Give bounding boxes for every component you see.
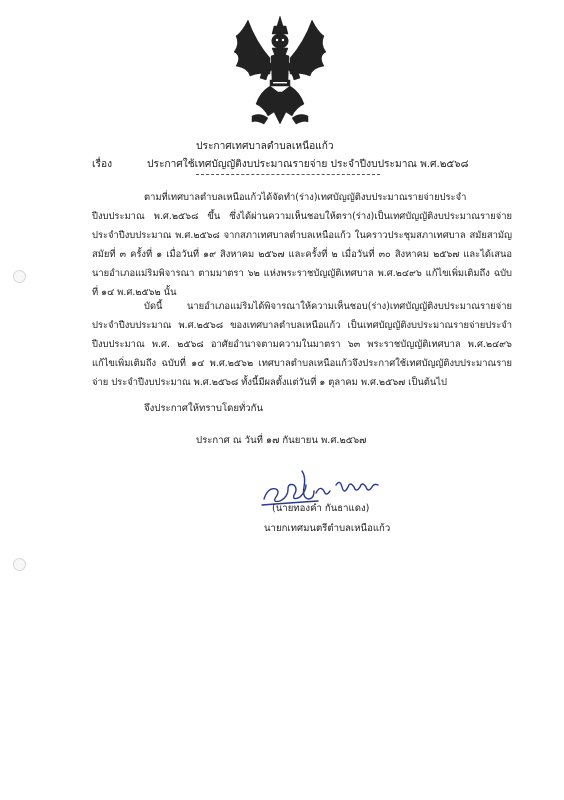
- announcement-line: จึงประกาศให้ทราบโดยทั่วกัน: [144, 403, 264, 414]
- subject-label: เรื่อง: [92, 159, 113, 170]
- punch-hole: [13, 270, 26, 283]
- body-paragraph: บัดนี้ นายอำเภอแม่ริมได้พิจารณาให้ความเห็นชอบ(ร่าง)เทศบัญญัติงบประมาณรายจ่ายประจำปีงบประมาณ พ.ศ.๒๕๖๘ ของเทศบาลตำบลเหนือแก้ว เป็นเทศบัญญัติงบประมาณรายจ่ายประจำปีงบประมาณ พ.ศ. ๒๕๖๘ อาศัยอำนาจตามความในมาตรา ๖๓ พระราชบัญญัติเทศบาล พ.ศ.๒๔๙๖ แก้ไขเพิ่มเติมถึง ฉบับที่ ๑๔ พ.ศ.๒๕๖๒ เทศบาลตำบลเหนือแก้วจึงประกาศใช้เทศบัญญัติงบประมาณรายจ่าย ประจำปีงบประมาณ พ.ศ.๒๕๖๘ ทั้งนี้มีผลตั้งแต่วันที่ ๑ ตุลาคม พ.ศ.๒๕๖๗ เป็นต้นไป: [92, 301, 512, 388]
- signer-name: (นายทองคำ กันธาแดง): [272, 503, 370, 514]
- subject-text: ประกาศใช้เทศบัญญัติงบประมาณรายจ่าย ประจำปีงบประมาณ พ.ศ.๒๕๖๘: [147, 159, 469, 170]
- signer-position: นายกเทศมนตรีตำบลเหนือแก้ว: [264, 523, 391, 534]
- punch-hole: [13, 558, 26, 571]
- body-paragraph: ตามที่เทศบาลตำบลเหนือแก้วได้จัดทำ(ร่าง)เทศบัญญัติงบประมาณรายจ่ายประจำปีงบประมาณ พ.ศ.๒๕๖๘ ขึ้น ซึ่งได้ผ่านความเห็นชอบให้ตรา(ร่าง)เป็นเทศบัญญัติงบประมาณรายจ่าย ประจำปีงบประมาณ พ.ศ.๒๕๖๘ จากสภาเทศบาลตำบลเหนือแก้ว ในคราวประชุมสภาเทศบาล สมัยสามัญ สมัยที่ ๓ ครั้งที่ ๑ เมื่อวันที่ ๑๙ สิงหาคม ๒๕๖๗ และครั้งที่ ๒ เมื่อวันที่ ๓๐ สิงหาคม ๒๕๖๗ และได้เสนอนายอำเภอแม่ริมพิจารณา ตามมาตรา ๖๒ แห่งพระราชบัญญัติเทศบาล พ.ศ.๒๔๙๖ แก้ไขเพิ่มเติมถึง ฉบับที่ ๑๔ พ.ศ.๒๕๖๒ นั้น: [92, 192, 512, 298]
- punch-holes: [13, 270, 25, 570]
- garuda-emblem: [226, 12, 334, 132]
- document-title: ประกาศเทศบาลตำบลเหนือแก้ว: [196, 141, 334, 152]
- announcement-date: ประกาศ ณ วันที่ ๑๗ กันยายน พ.ศ.๒๕๖๗: [196, 435, 367, 446]
- header-divider: [196, 174, 380, 175]
